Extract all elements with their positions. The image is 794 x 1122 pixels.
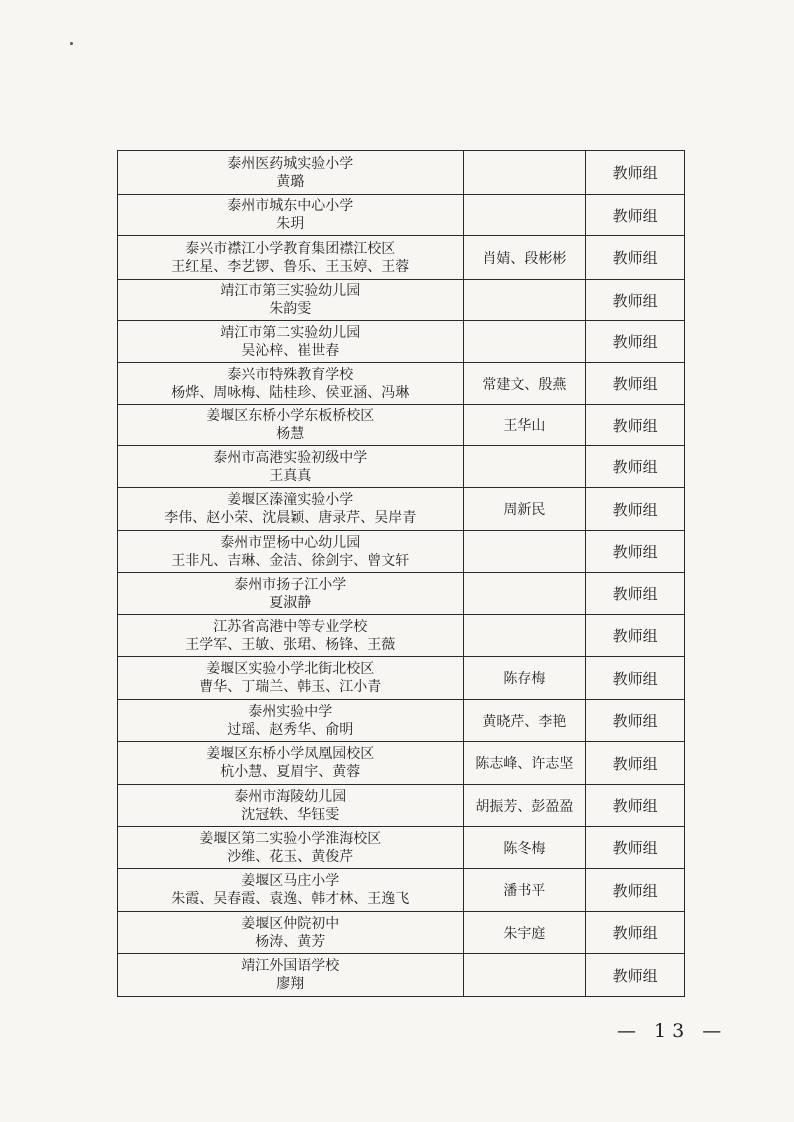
group-cell: 教师组 (586, 363, 685, 405)
unit-name: 泰州医药城实验小学 (227, 155, 354, 172)
page-number: — 13 — (617, 1020, 728, 1042)
unit-cell (118, 280, 464, 321)
member-names: 王学军、王敏、张珺、杨锋、王薇 (185, 636, 396, 653)
unit-name: 姜堰区仲院初中 (241, 915, 340, 932)
table-row (118, 869, 685, 912)
table-row (118, 657, 685, 700)
unit-name: 泰州实验中学 (248, 703, 333, 720)
member-names: 朱玥 (276, 216, 305, 232)
group-cell: 教师组 (586, 785, 685, 827)
unit-cell (118, 827, 464, 869)
unit-name: 泰州市罡杨中心幼儿园 (220, 534, 361, 551)
member-names: 过瑶、赵秀华、俞明 (227, 721, 354, 738)
tutor-cell (463, 954, 586, 997)
tutor-cell: 王华山 (463, 405, 586, 446)
tutor-cell (463, 615, 586, 657)
table-row (118, 742, 685, 785)
table-row (118, 531, 685, 573)
tutor-cell (463, 321, 586, 363)
unit-cell (118, 531, 464, 573)
tutor-cell (463, 573, 586, 615)
table-row (118, 321, 685, 363)
member-names: 杭小慧、夏眉宇、黄蓉 (220, 764, 361, 780)
tutor-cell: 黄晓芹、李艳 (463, 700, 586, 742)
group-cell: 教师组 (586, 912, 685, 954)
group-cell: 教师组 (586, 446, 685, 488)
tutor-cell: 陈存梅 (463, 657, 586, 700)
table-row (118, 446, 685, 488)
unit-cell (118, 573, 464, 615)
member-names: 黄璐 (276, 173, 305, 190)
unit-cell (118, 912, 464, 954)
unit-cell (118, 236, 464, 280)
table-row (118, 363, 685, 405)
group-cell: 教师组 (586, 742, 685, 785)
table-row (118, 405, 685, 446)
member-names: 廖翔 (276, 976, 305, 992)
unit-cell (118, 615, 464, 657)
table-row (118, 195, 685, 236)
member-names: 沈冠轶、华钰雯 (241, 806, 340, 823)
group-cell: 教师组 (586, 700, 685, 742)
tutor-cell: 胡振芳、彭盈盈 (463, 785, 586, 827)
unit-cell (118, 321, 464, 363)
unit-name: 泰州市扬子江小学 (234, 576, 347, 593)
table-row (118, 785, 685, 827)
group-cell: 教师组 (586, 615, 685, 657)
member-names: 李伟、赵小荣、沈晨颖、唐录芹、吴岸青 (164, 510, 417, 526)
member-names: 朱韵雯 (269, 301, 312, 317)
unit-name: 姜堰区马庄小学 (241, 873, 340, 889)
tutor-cell (463, 446, 586, 488)
unit-name: 泰州市海陵幼儿园 (234, 788, 347, 805)
unit-cell (118, 405, 464, 446)
unit-name: 江苏省高港中等专业学校 (213, 618, 368, 635)
unit-name: 泰州市高港实验初级中学 (213, 449, 368, 466)
unit-cell (118, 195, 464, 236)
unit-name: 姜堰区第二实验小学淮海校区 (199, 830, 382, 847)
award-roster-table (117, 150, 685, 997)
group-cell: 教师组 (586, 321, 685, 363)
tutor-cell: 陈冬梅 (463, 827, 586, 869)
unit-cell (118, 446, 464, 488)
member-names: 吴沁梓、崔世春 (241, 342, 340, 359)
unit-name: 姜堰区溱潼实验小学 (227, 492, 354, 508)
unit-name: 泰州市城东中心小学 (227, 198, 354, 214)
tutor-cell: 肖婧、段彬彬 (463, 236, 586, 280)
unit-name: 姜堰区东桥小学东板桥校区 (206, 408, 375, 424)
unit-cell (118, 954, 464, 997)
tutor-cell: 朱宇庭 (463, 912, 586, 954)
table-row (118, 912, 685, 954)
member-names: 夏淑静 (269, 594, 312, 611)
tutor-cell: 潘书平 (463, 869, 586, 912)
table-row (118, 827, 685, 869)
member-names: 王非凡、吉琳、金洁、徐剑宇、曾文轩 (171, 552, 410, 569)
roster-body (118, 151, 685, 997)
unit-cell (118, 742, 464, 785)
unit-name: 泰兴市特殊教育学校 (227, 366, 354, 383)
member-names: 王真真 (269, 467, 312, 484)
table-row (118, 700, 685, 742)
member-names: 杨烨、周咏梅、陆桂珍、侯亚涵、冯琳 (171, 384, 410, 401)
unit-name: 姜堰区实验小学北街北校区 (206, 661, 375, 677)
group-cell: 教师组 (586, 280, 685, 321)
tutor-cell: 周新民 (463, 488, 586, 531)
member-names: 沙维、花玉、黄俊芹 (227, 848, 354, 865)
unit-cell (118, 869, 464, 912)
unit-name: 靖江市第二实验幼儿园 (220, 324, 361, 341)
table-row (118, 151, 685, 195)
table-row (118, 954, 685, 997)
member-names: 王红星、李艺锣、鲁乐、王玉婷、王蓉 (171, 258, 410, 275)
unit-name: 泰兴市襟江小学教育集团襟江校区 (185, 240, 396, 257)
tutor-cell (463, 280, 586, 321)
group-cell: 教师组 (586, 405, 685, 446)
table-row (118, 236, 685, 280)
unit-cell (118, 785, 464, 827)
tutor-cell (463, 531, 586, 573)
tutor-cell (463, 195, 586, 236)
group-cell: 教师组 (586, 488, 685, 531)
member-names: 朱霞、吴春霞、袁逸、韩才林、王逸飞 (171, 891, 410, 907)
unit-name: 靖江外国语学校 (241, 958, 340, 974)
group-cell: 教师组 (586, 869, 685, 912)
tutor-cell: 常建文、殷燕 (463, 363, 586, 405)
group-cell: 教师组 (586, 657, 685, 700)
group-cell: 教师组 (586, 531, 685, 573)
group-cell: 教师组 (586, 954, 685, 997)
group-cell: 教师组 (586, 573, 685, 615)
group-cell: 教师组 (586, 827, 685, 869)
group-cell: 教师组 (586, 151, 685, 195)
group-cell: 教师组 (586, 195, 685, 236)
table-row (118, 280, 685, 321)
unit-cell (118, 657, 464, 700)
member-names: 曹华、丁瑞兰、韩玉、江小青 (199, 679, 382, 695)
tutor-cell: 陈志峰、许志坚 (463, 742, 586, 785)
table-row (118, 488, 685, 531)
unit-cell (118, 363, 464, 405)
speck-mark (70, 42, 73, 45)
unit-cell (118, 151, 464, 195)
unit-cell (118, 700, 464, 742)
tutor-cell (463, 151, 586, 195)
member-names: 杨慧 (276, 426, 305, 442)
group-cell: 教师组 (586, 236, 685, 280)
member-names: 杨涛、黄芳 (255, 933, 326, 950)
unit-cell (118, 488, 464, 531)
unit-name: 靖江市第三实验幼儿园 (220, 283, 361, 299)
table-row (118, 615, 685, 657)
table-row (118, 573, 685, 615)
unit-name: 姜堰区东桥小学凤凰园校区 (206, 746, 375, 762)
